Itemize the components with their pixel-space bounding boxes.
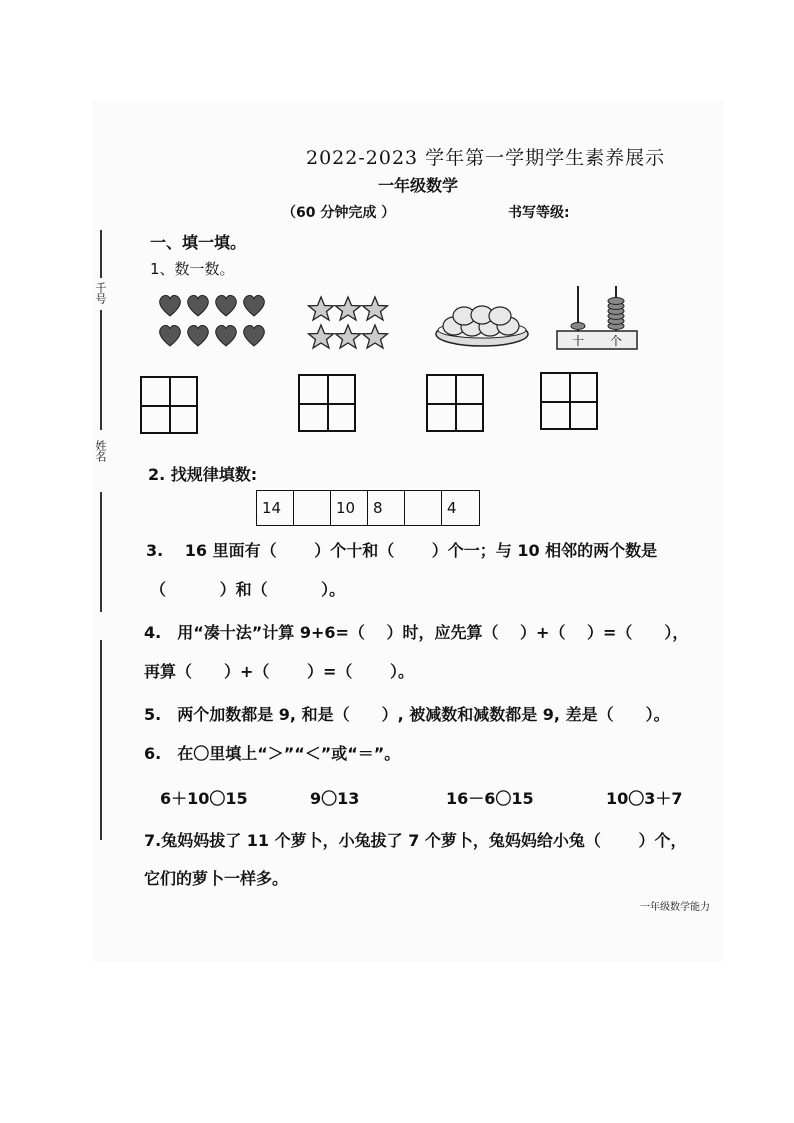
star-icon [336,325,361,348]
abacus-bead-icon [608,298,624,305]
q5-text: 5. 两个加数都是 9, 和是（ ）, 被减数和减数都是 9, 差是（ ）。 [144,705,670,724]
abacus-bead-icon [571,323,585,330]
star-icon [336,297,361,320]
q6-item: 9〇13 [310,789,360,808]
heart-icon [216,325,237,346]
margin-line [100,640,102,840]
hearts-picture [158,294,270,352]
q3-line2: （ ）和（ ）。 [150,580,346,599]
margin-line [100,492,102,612]
abacus-ones-label: 个 [610,334,623,348]
handwriting-grade: 书写等级: [508,205,570,221]
sequence-cell: 10 [331,491,368,525]
star-icon [309,325,334,348]
q4-line1: 4. 用“凑十法”计算 9+6=（ ）时，应先算（ ）+（ ）=（ ）， [144,623,689,642]
abacus-tens-label: 十 [572,334,585,348]
star-icon [363,297,388,320]
duration-note: （60 分钟完成 ） [282,205,396,221]
sequence-blank[interactable] [294,491,331,525]
answer-grid-abacus[interactable] [540,372,598,430]
margin-line [100,230,102,278]
q6-item: 6＋10〇15 [160,789,248,808]
margin-line [100,310,102,430]
bun-icon [489,307,511,325]
sequence-cell: 4 [447,499,457,517]
answer-grid-hearts[interactable] [140,376,198,434]
q7-line1: 7.兔妈妈拔了 11 个萝卜，小兔拔了 7 个萝卜，兔妈妈给小兔（ ）个， [144,831,687,850]
star-icon [363,325,388,348]
star-icon [309,297,334,320]
q4-line2: 再算（ ）+（ ）=（ ）。 [144,662,414,681]
buns-plate-picture [432,300,532,352]
heart-icon [160,295,181,316]
q7-line2: 它们的萝卜一样多。 [144,869,289,888]
number-sequence [256,490,480,526]
q2-label: 2. 找规律填数: [148,465,258,484]
section-title: 一、填一填。 [150,233,247,252]
heart-icon [188,295,209,316]
q6-item: 16－6〇15 [446,789,534,808]
page-footer: 一年级数学能力 [640,902,710,913]
heart-icon [216,295,237,316]
sequence-cell: 14 [257,491,294,525]
q3-line1: 3. 16 里面有（ ）个十和（ ）个一；与 10 相邻的两个数是 [146,541,658,560]
heart-icon [244,325,265,346]
margin-label-mid: 姓名 [94,440,107,462]
q6-item: 10〇3＋7 [606,789,683,808]
q6-label: 6. 在〇里填上“＞”“＜”或“＝”。 [144,744,401,763]
answer-grid-buns[interactable] [426,374,484,432]
page-title: 2022-2023 学年第一学期学生素养展示 [306,147,666,169]
answer-grid-stars[interactable] [298,374,356,432]
sequence-blank[interactable] [405,491,442,525]
abacus-picture [556,284,642,352]
subject-title: 一年级数学 [378,176,459,195]
margin-label-top: 千号 [94,282,107,304]
heart-icon [188,325,209,346]
stars-picture [306,294,390,352]
sequence-cell: 8 [368,491,405,525]
q1-label: 1、数一数。 [150,260,235,278]
heart-icon [160,325,181,346]
heart-icon [244,295,265,316]
